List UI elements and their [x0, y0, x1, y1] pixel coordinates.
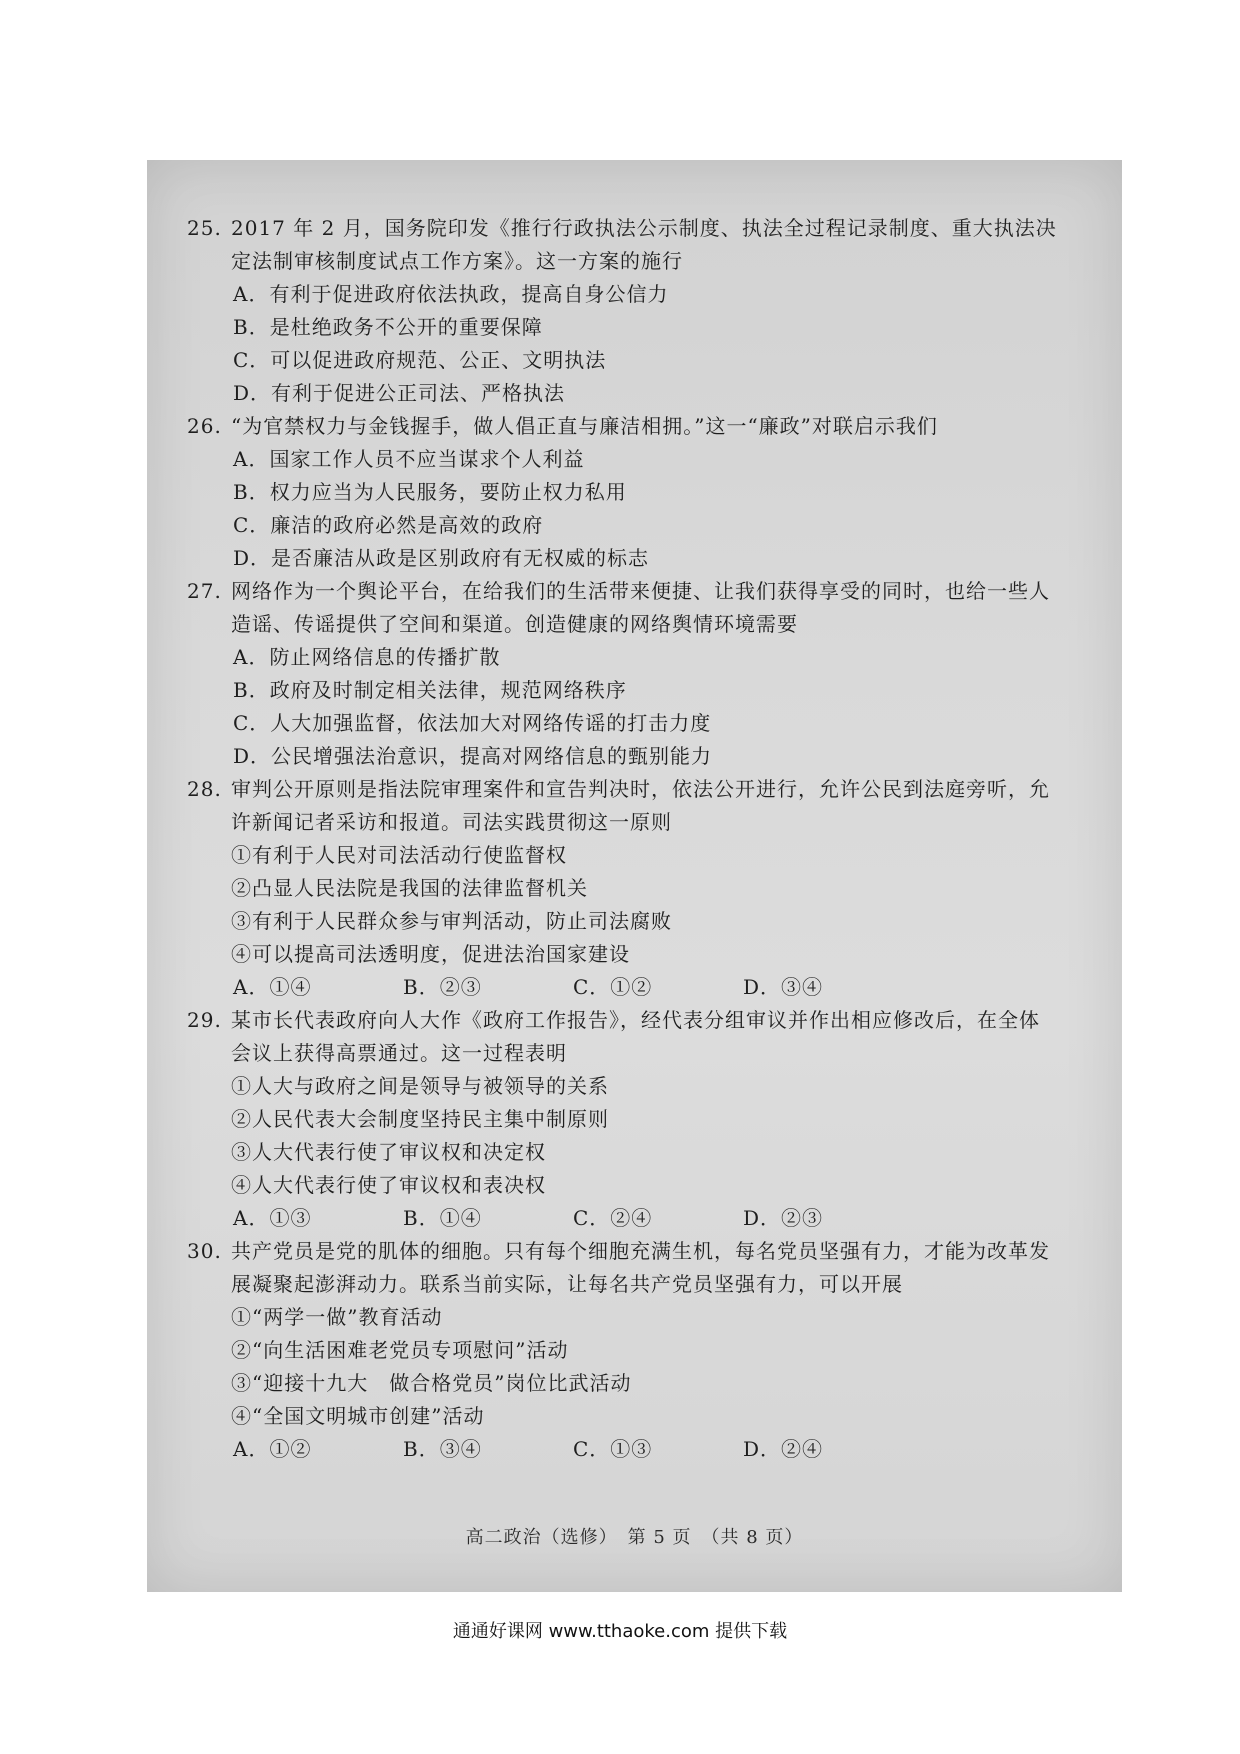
statement-2: ②人民代表大会制度坚持民主集中制原则 [231, 1107, 609, 1131]
statement-1: ①人大与政府之间是领导与被领导的关系 [231, 1074, 609, 1098]
question-stem-line: 2017 年 2 月，国务院印发《推行行政执法公示制度、执法全过程记录制度、重大执法决 [231, 216, 1057, 240]
question-stem-line: 会议上获得高票通过。这一过程表明 [231, 1041, 567, 1065]
question-28 [187, 773, 1087, 1004]
statement-4: ④可以提高司法透明度，促进法治国家建设 [231, 942, 630, 966]
statement-4: ④“全国文明城市创建”活动 [231, 1404, 485, 1428]
choice-a: A．①④ [233, 975, 312, 999]
option-a: A．有利于促进政府依法执政，提高自身公信力 [233, 282, 669, 306]
question-number: 30. [187, 1239, 222, 1263]
question-stem-line: 展凝聚起澎湃动力。联系当前实际，让每名共产党员坚强有力，可以开展 [231, 1272, 903, 1296]
statement-3: ③有利于人民群众参与审判活动，防止司法腐败 [231, 909, 672, 933]
choice-d: D．③④ [743, 975, 824, 999]
question-25 [187, 212, 1087, 410]
option-c: C．廉洁的政府必然是高效的政府 [233, 513, 544, 537]
option-d: D．公民增强法治意识，提高对网络信息的甄别能力 [233, 744, 713, 768]
choice-d: D．②③ [743, 1206, 824, 1230]
question-26 [187, 410, 1087, 575]
answer-choices [187, 1433, 1087, 1466]
source-credit-line: 通通好课网 www.tthaoke.com 提供下载 [452, 1621, 788, 1642]
question-number: 25. [187, 216, 222, 240]
choice-b: B．②③ [403, 975, 482, 999]
answer-choices [187, 971, 1087, 1004]
question-stem-line: 许新闻记者采访和报道。司法实践贯彻这一原则 [231, 810, 672, 834]
question-stem-line: 定法制审核制度试点工作方案》。这一方案的施行 [231, 249, 683, 273]
scanned-exam-page [147, 160, 1122, 1592]
option-c: C．人大加强监督，依法加大对网络传谣的打击力度 [233, 711, 712, 735]
option-d: D．有利于促进公正司法、严格执法 [233, 381, 566, 405]
statement-3: ③人大代表行使了审议权和决定权 [231, 1140, 546, 1164]
option-c: C．可以促进政府规范、公正、文明执法 [233, 348, 607, 372]
option-a: A．防止网络信息的传播扩散 [233, 645, 501, 669]
question-29 [187, 1004, 1087, 1235]
option-d: D．是否廉洁从政是区别政府有无权威的标志 [233, 546, 650, 570]
question-27 [187, 575, 1087, 773]
question-stem-line: 某市长代表政府向人大作《政府工作报告》，经代表分组审议并作出相应修改后，在全体 [231, 1008, 1040, 1032]
statement-2: ②“向生活困难老党员专项慰问”活动 [231, 1338, 569, 1362]
question-number: 28. [187, 777, 222, 801]
choice-c: C．①③ [573, 1437, 653, 1461]
statement-2: ②凸显人民法院是我国的法律监督机关 [231, 876, 588, 900]
question-number: 27. [187, 579, 222, 603]
question-number: 26. [187, 414, 222, 438]
option-b: B．权力应当为人民服务，要防止权力私用 [233, 480, 627, 504]
choice-b: B．③④ [403, 1437, 482, 1461]
question-list [187, 212, 1087, 1466]
statement-4: ④人大代表行使了审议权和表决权 [231, 1173, 546, 1197]
choice-a: A．①② [233, 1437, 312, 1461]
answer-choices [187, 1202, 1087, 1235]
question-30 [187, 1235, 1087, 1466]
option-b: B．是杜绝政务不公开的重要保障 [233, 315, 543, 339]
option-b: B．政府及时制定相关法律，规范网络秩序 [233, 678, 627, 702]
question-stem-line: 共产党员是党的肌体的细胞。只有每个细胞充满生机，每名党员坚强有力，才能为改革发 [231, 1239, 1050, 1263]
statement-1: ①有利于人民对司法活动行使监督权 [231, 843, 567, 867]
choice-c: C．②④ [573, 1206, 653, 1230]
question-stem-line: 造谣、传谣提供了空间和渠道。创造健康的网络舆情环境需要 [231, 612, 798, 636]
page-footer: 高二政治（选修） 第 5 页 （共 8 页） [465, 1527, 804, 1548]
statement-1: ①“两学一做”教育活动 [231, 1305, 443, 1329]
question-stem-line: 审判公开原则是指法院审理案件和宣告判决时，依法公开进行，允许公民到法庭旁听，允 [231, 777, 1050, 801]
choice-b: B．①④ [403, 1206, 482, 1230]
choice-c: C．①② [573, 975, 653, 999]
choice-d: D．②④ [743, 1437, 824, 1461]
question-stem-line: 网络作为一个舆论平台，在给我们的生活带来便捷、让我们获得享受的同时，也给一些人 [231, 579, 1050, 603]
choice-a: A．①③ [233, 1206, 312, 1230]
question-stem-line: “为官禁权力与金钱握手，做人倡正直与廉洁相拥。”这一“廉政”对联启示我们 [231, 414, 938, 438]
question-number: 29. [187, 1008, 222, 1032]
statement-3: ③“迎接十九大 做合格党员”岗位比武活动 [231, 1371, 632, 1395]
option-a: A．国家工作人员不应当谋求个人利益 [233, 447, 585, 471]
